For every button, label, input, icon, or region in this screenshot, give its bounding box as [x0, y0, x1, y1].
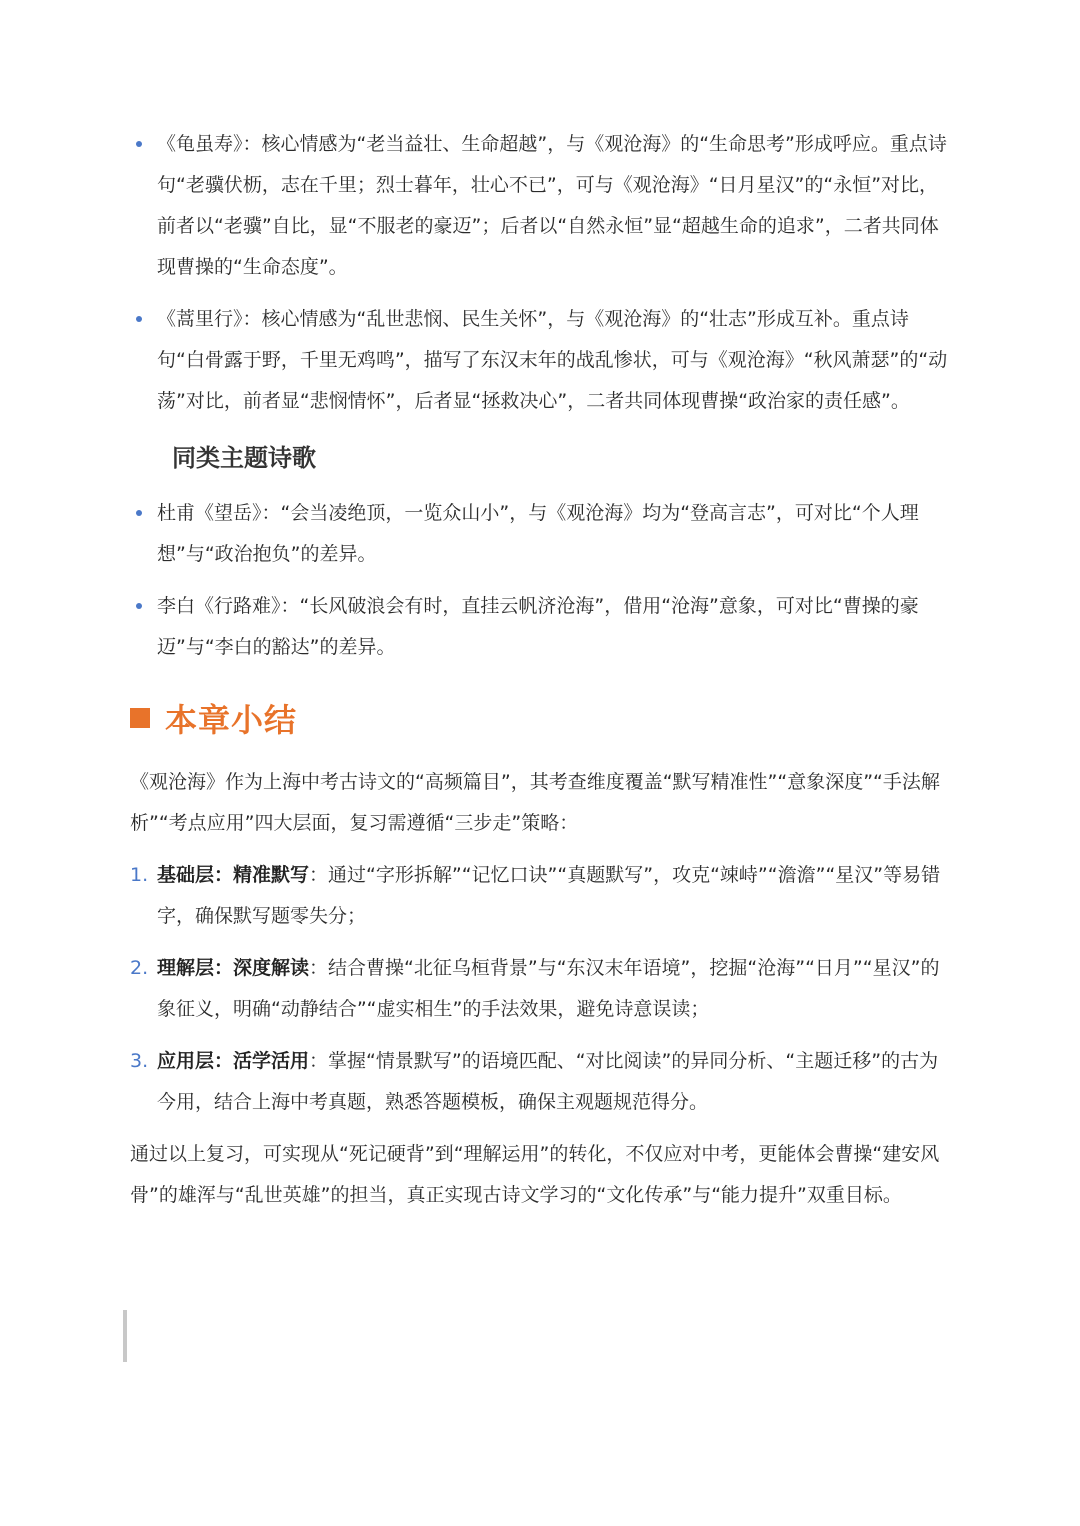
list-item-text: 杜甫《望岳》：“会当凌绝顶，一览众山小”，与《观沧海》均为“登高言志”，可对比“个人理想”与“政治抱负”的差异。: [157, 502, 919, 565]
document-page: [130, 124, 952, 1227]
step-label: 理解层：深度解读: [157, 957, 310, 979]
quote-bar: [123, 1310, 127, 1362]
subheading-similar-poems: 同类主题诗歌: [172, 444, 316, 472]
section-title: 本章小结: [165, 701, 298, 739]
list-item: [130, 586, 952, 668]
list-item-text: 李白《行路难》：“长风破浪会有时，直挂云帆济沧海”，借用“沧海”意象，可对比“曹操的豪迈”与“李白的豁达”的差异。: [157, 595, 919, 658]
section-heading-summary: [130, 690, 952, 746]
list-item: [130, 1041, 952, 1123]
step-text: ：结合曹操“北征乌桓背景”与“东汉末年语境”，挖掘“沧海”“日月”“星汉”的象征义，明确“动静结合”“虚实相生”的手法效果，避免诗意误读；: [157, 957, 940, 1020]
summary-intro: 《观沧海》作为上海中考古诗文的“高频篇目”，其考查维度覆盖“默写精准性”“意象深度”“手法解析”“考点应用”四大层面，复习需遵循“三步走”策略：: [130, 771, 940, 834]
step-text: ：通过“字形拆解”“记忆口诀”“真题默写”，攻克“竦峙”“澹澹”“星汉”等易错字，确保默写题零失分；: [157, 864, 941, 927]
related-poems-list: [130, 124, 952, 422]
list-number: 2.: [130, 957, 149, 979]
summary-steps-list: [130, 855, 952, 1123]
bullet-dot-icon: [136, 603, 142, 609]
similar-poems-list: [130, 493, 952, 668]
step-label: 基础层：精准默写: [157, 864, 310, 886]
list-item: [130, 124, 952, 288]
summary-closing: 通过以上复习，可实现从“死记硬背”到“理解运用”的转化，不仅应对中考，更能体会曹操“建安风骨”的雄浑与“乱世英雄”的担当，真正实现古诗文学习的“文化传承”与“能力提升”双重目标。: [130, 1143, 940, 1206]
list-item: [130, 855, 952, 937]
list-item: [130, 948, 952, 1030]
list-number: 1.: [130, 864, 149, 886]
list-item-text: 《蒿里行》：核心情感为“乱世悲悯、民生关怀”，与《观沧海》的“壮志”形成互补。重点诗句“白骨露于野，千里无鸡鸣”，描写了东汉末年的战乱惨状，可与《观沧海》“秋风萧瑟”的“动荡”对比，前者显“悲悯情怀”，后者显“拯救决心”，二者共同体现曹操“政治家的责任感”。: [157, 308, 948, 412]
list-number: 3.: [130, 1050, 149, 1072]
list-item: [130, 299, 952, 422]
list-item-text: 《龟虽寿》：核心情感为“老当益壮、生命超越”，与《观沧海》的“生命思考”形成呼应。重点诗句“老骥伏枥，志在千里；烈士暮年，壮心不已”，可与《观沧海》“日月星汉”的“永恒”对比，前者以“老骥”自比，显“不服老的豪迈”；后者以“自然永恒”显“超越生命的追求”，二者共同体现曹操的“生命态度”。: [157, 133, 947, 278]
list-item: [130, 493, 952, 575]
bullet-dot-icon: [136, 141, 142, 147]
bullet-dot-icon: [136, 510, 142, 516]
orange-square-icon: [130, 708, 150, 728]
step-label: 应用层：活学活用: [157, 1050, 310, 1072]
bullet-dot-icon: [136, 316, 142, 322]
step-text: ：掌握“情景默写”的语境匹配、“对比阅读”的异同分析、“主题迁移”的古为今用，结合上海中考真题，熟悉答题模板，确保主观题规范得分。: [157, 1050, 939, 1113]
